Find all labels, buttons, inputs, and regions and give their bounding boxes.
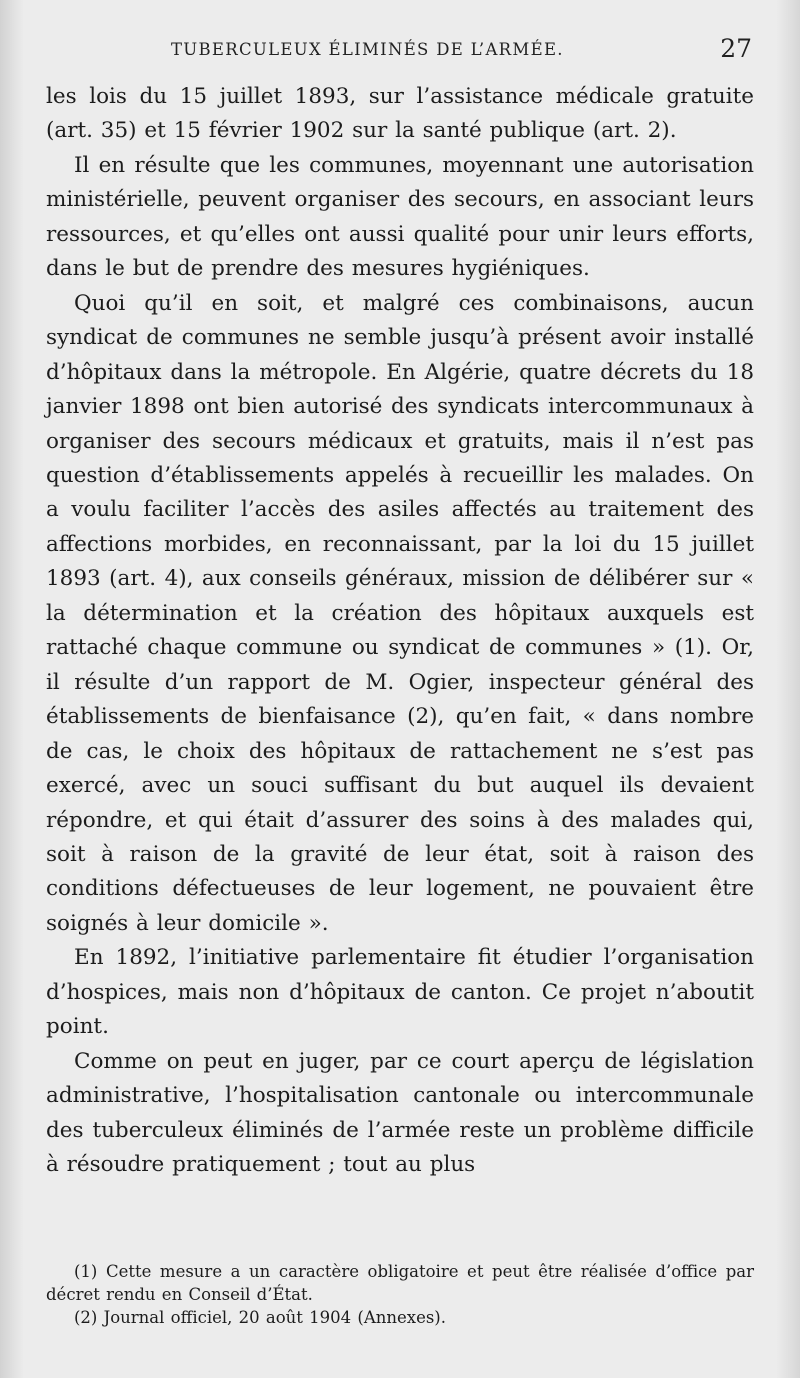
paragraph: Comme on peut en juger, par ce court aperçu de législation administrative, l’hospitalisation cantonale ou intercommunale des tuberculeux éliminés de l’armée reste un problème difficile à résoudre pratiquement ; tout au plus — [46, 1048, 754, 1178]
running-title: TUBERCULEUX ÉLIMINÉS DE L’ARMÉE. — [171, 40, 564, 59]
page-number: 27 — [720, 34, 752, 63]
paragraph: les lois du 15 juillet 1893, sur l’assistance médicale gratuite (art. 35) et 15 février 1902 sur la santé publique (art. 2). — [46, 84, 754, 144]
body-text — [46, 80, 754, 1183]
footnote: (1) Cette mesure a un caractère obligatoire et peut être réalisée d’office par décret rendu en Conseil d’État. — [46, 1262, 754, 1304]
footnotes — [46, 1260, 754, 1329]
paragraph: En 1892, l’initiative parlementaire fit étudier l’organisation d’hospices, mais non d’hôpitaux de canton. Ce projet n’aboutit point. — [46, 945, 754, 1040]
paragraph: Il en résulte que les communes, moyennant une autorisation ministérielle, peuvent organiser des secours, en associant leurs ressources, et qu’elles ont aussi qualité pour unir leurs efforts, dans le but de prendre des mesures hygiéniques. — [46, 152, 754, 282]
page-header — [46, 34, 752, 68]
paragraph: Quoi qu’il en soit, et malgré ces combinaisons, aucun syndicat de communes ne semble jusqu’à présent avoir installé d’hôpitaux dans la métropole. En Algérie, quatre décrets du 18 janvier 1898 ont bien autorisé des syndicats intercommunaux à organiser des secours médicaux et gratuits, mais il n’est pas question d’établissements appelés à recueillir les malades. On a voulu faciliter l’accès des asiles affectés au traitement des affections morbides, en reconnaissant, par la loi du 15 juillet 1893 (art. 4), aux conseils généraux, mission de délibérer sur « la détermination et la création des hôpitaux auxquels est rattaché chaque commune ou syndicat de communes » (1). Or, il résulte d’un rapport de M. Ogier, inspecteur général des établissements de bienfaisance (2), qu’en fait, « dans nombre de cas, le choix des hôpitaux de rattachement ne s’est pas exercé, avec un souci suffisant du but auquel ils devaient répondre, et qui était d’assurer des soins à des malades qui, soit à raison de la gravité de leur état, soit à raison des conditions défectueuses de leur logement, ne pouvaient être soignés à leur domicile ». — [46, 290, 754, 936]
footnote: (2) Journal officiel, 20 août 1904 (Annexes). — [74, 1308, 446, 1327]
